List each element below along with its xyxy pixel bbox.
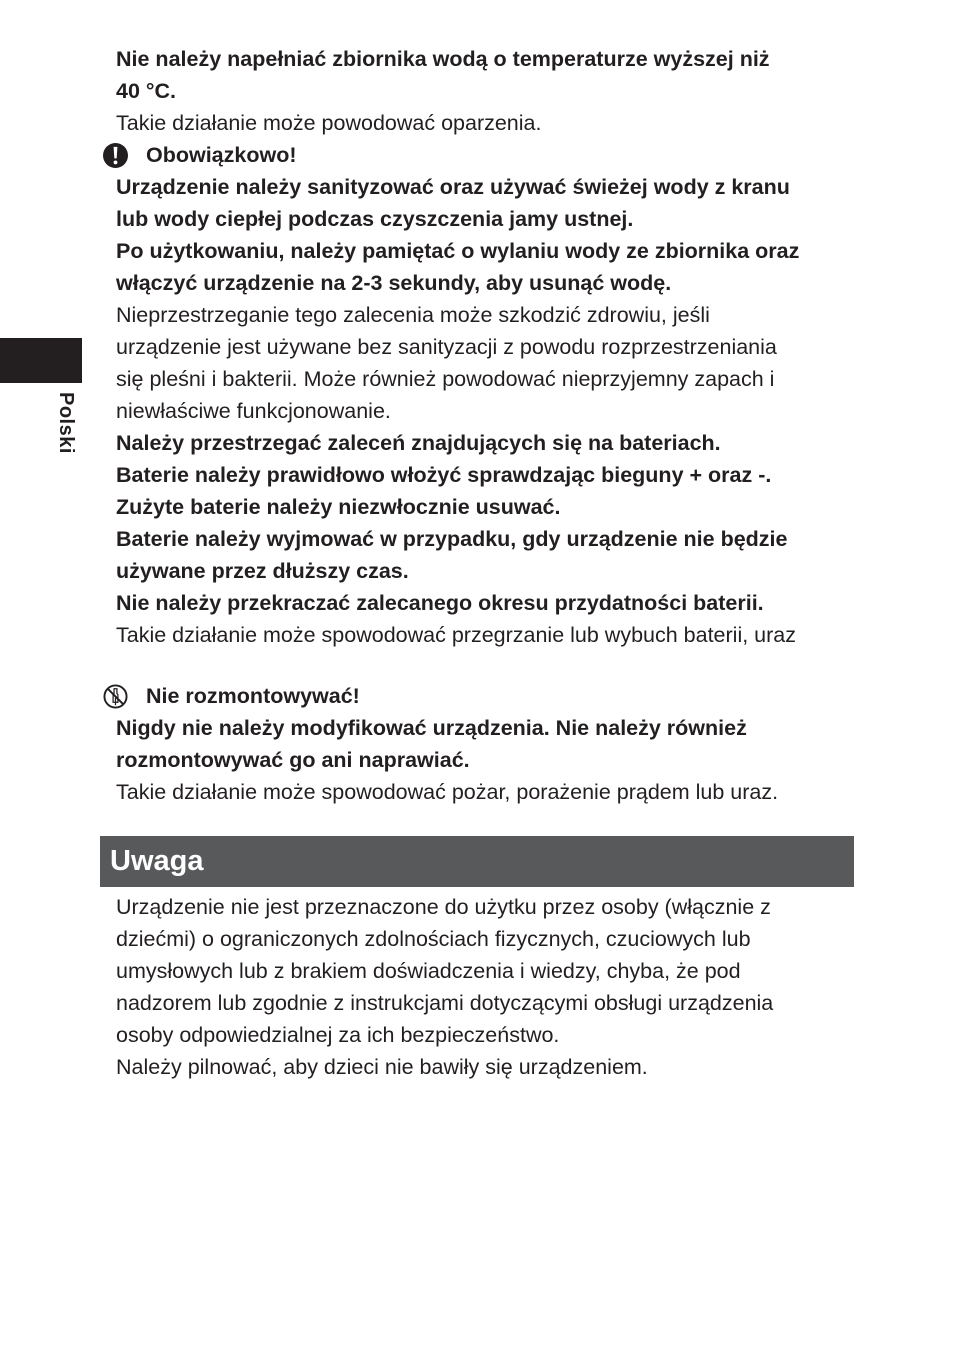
warnings-block bbox=[116, 43, 856, 808]
children-note: Należy pilnować, aby dzieci nie bawiły się urządzeniem. bbox=[116, 1055, 648, 1079]
caution-line-5: osoby odpowiedzialnej za ich bezpieczeństwo. bbox=[116, 1023, 560, 1047]
health-note-line-4: niewłaściwe funkcjonowanie. bbox=[116, 399, 391, 423]
health-note-line-2: urządzenie jest używane bez sanityzacji z powodu rozprzestrzeniania bbox=[116, 335, 777, 359]
caution-line-3: umysłowych lub z brakiem doświadczenia i wiedzy, chyba, że pod bbox=[116, 959, 741, 983]
empty-tank-line-2: włączyć urządzenie na 2-3 sekundy, aby usunąć wodę. bbox=[116, 271, 672, 295]
battery-note: Takie działanie może spowodować przegrzanie lub wybuch baterii, uraz bbox=[116, 623, 797, 647]
caution-line-1: Urządzenie nie jest przeznaczone do użytku przez osoby (włącznie z bbox=[116, 895, 771, 919]
section-header-bar bbox=[100, 836, 854, 887]
section-title: Uwaga bbox=[110, 845, 204, 877]
health-note-line-1: Nieprzestrzeganie tego zalecenia może szkodzić zdrowiu, jeśli bbox=[116, 303, 710, 327]
exclamation-icon bbox=[103, 143, 128, 168]
modify-note: Takie działanie może spowodować pożar, porażenie prądem lub uraz. bbox=[116, 780, 779, 804]
temp-warning-line-2: 40 °C. bbox=[116, 79, 176, 103]
battery-line-5: używane przez dłuższy czas. bbox=[116, 559, 409, 583]
caution-line-4: nadzorem lub zgodnie z instrukcjami dotyczącymi obsługi urządzenia bbox=[116, 991, 774, 1015]
mandatory-label: Obowiązkowo! bbox=[146, 143, 297, 167]
modify-line-2: rozmontowywać go ani naprawiać. bbox=[116, 748, 470, 772]
battery-line-6: Nie należy przekraczać zalecanego okresu przydatności baterii. bbox=[116, 591, 764, 615]
battery-line-3: Zużyte baterie należy niezwłocznie usuwać. bbox=[116, 495, 561, 519]
temp-warning-note: Takie działanie może powodować oparzenia. bbox=[116, 111, 542, 135]
battery-line-1: Należy przestrzegać zaleceń znajdujących się na bateriach. bbox=[116, 431, 721, 455]
disassemble-heading bbox=[116, 680, 856, 712]
battery-line-2: Baterie należy prawidłowo włożyć sprawdzając bieguny + oraz -. bbox=[116, 463, 772, 487]
empty-tank-line-1: Po użytkowaniu, należy pamiętać o wylaniu wody ze zbiornika oraz bbox=[116, 239, 800, 263]
disassemble-label: Nie rozmontowywać! bbox=[146, 684, 360, 708]
caution-block bbox=[116, 891, 856, 1083]
battery-line-4: Baterie należy wyjmować w przypadku, gdy urządzenie nie będzie bbox=[116, 527, 788, 551]
modify-line-1: Nigdy nie należy modyfikować urządzenia. Nie należy również bbox=[116, 716, 747, 740]
caution-line-2: dziećmi) o ograniczonych zdolnościach fizycznych, czuciowych lub bbox=[116, 927, 751, 951]
no-disassembly-icon bbox=[103, 684, 128, 709]
temp-warning-line-1: Nie należy napełniać zbiornika wodą o temperaturze wyższej niż bbox=[116, 47, 770, 71]
language-label: Polski bbox=[55, 392, 77, 454]
language-tab-marker bbox=[0, 338, 82, 383]
sanitize-line-1: Urządzenie należy sanityzować oraz używać świeżej wody z kranu bbox=[116, 175, 790, 199]
sanitize-line-2: lub wody ciepłej podczas czyszczenia jamy ustnej. bbox=[116, 207, 634, 231]
mandatory-heading bbox=[116, 139, 856, 171]
health-note-line-3: się pleśni i bakterii. Może również powodować nieprzyjemny zapach i bbox=[116, 367, 775, 391]
